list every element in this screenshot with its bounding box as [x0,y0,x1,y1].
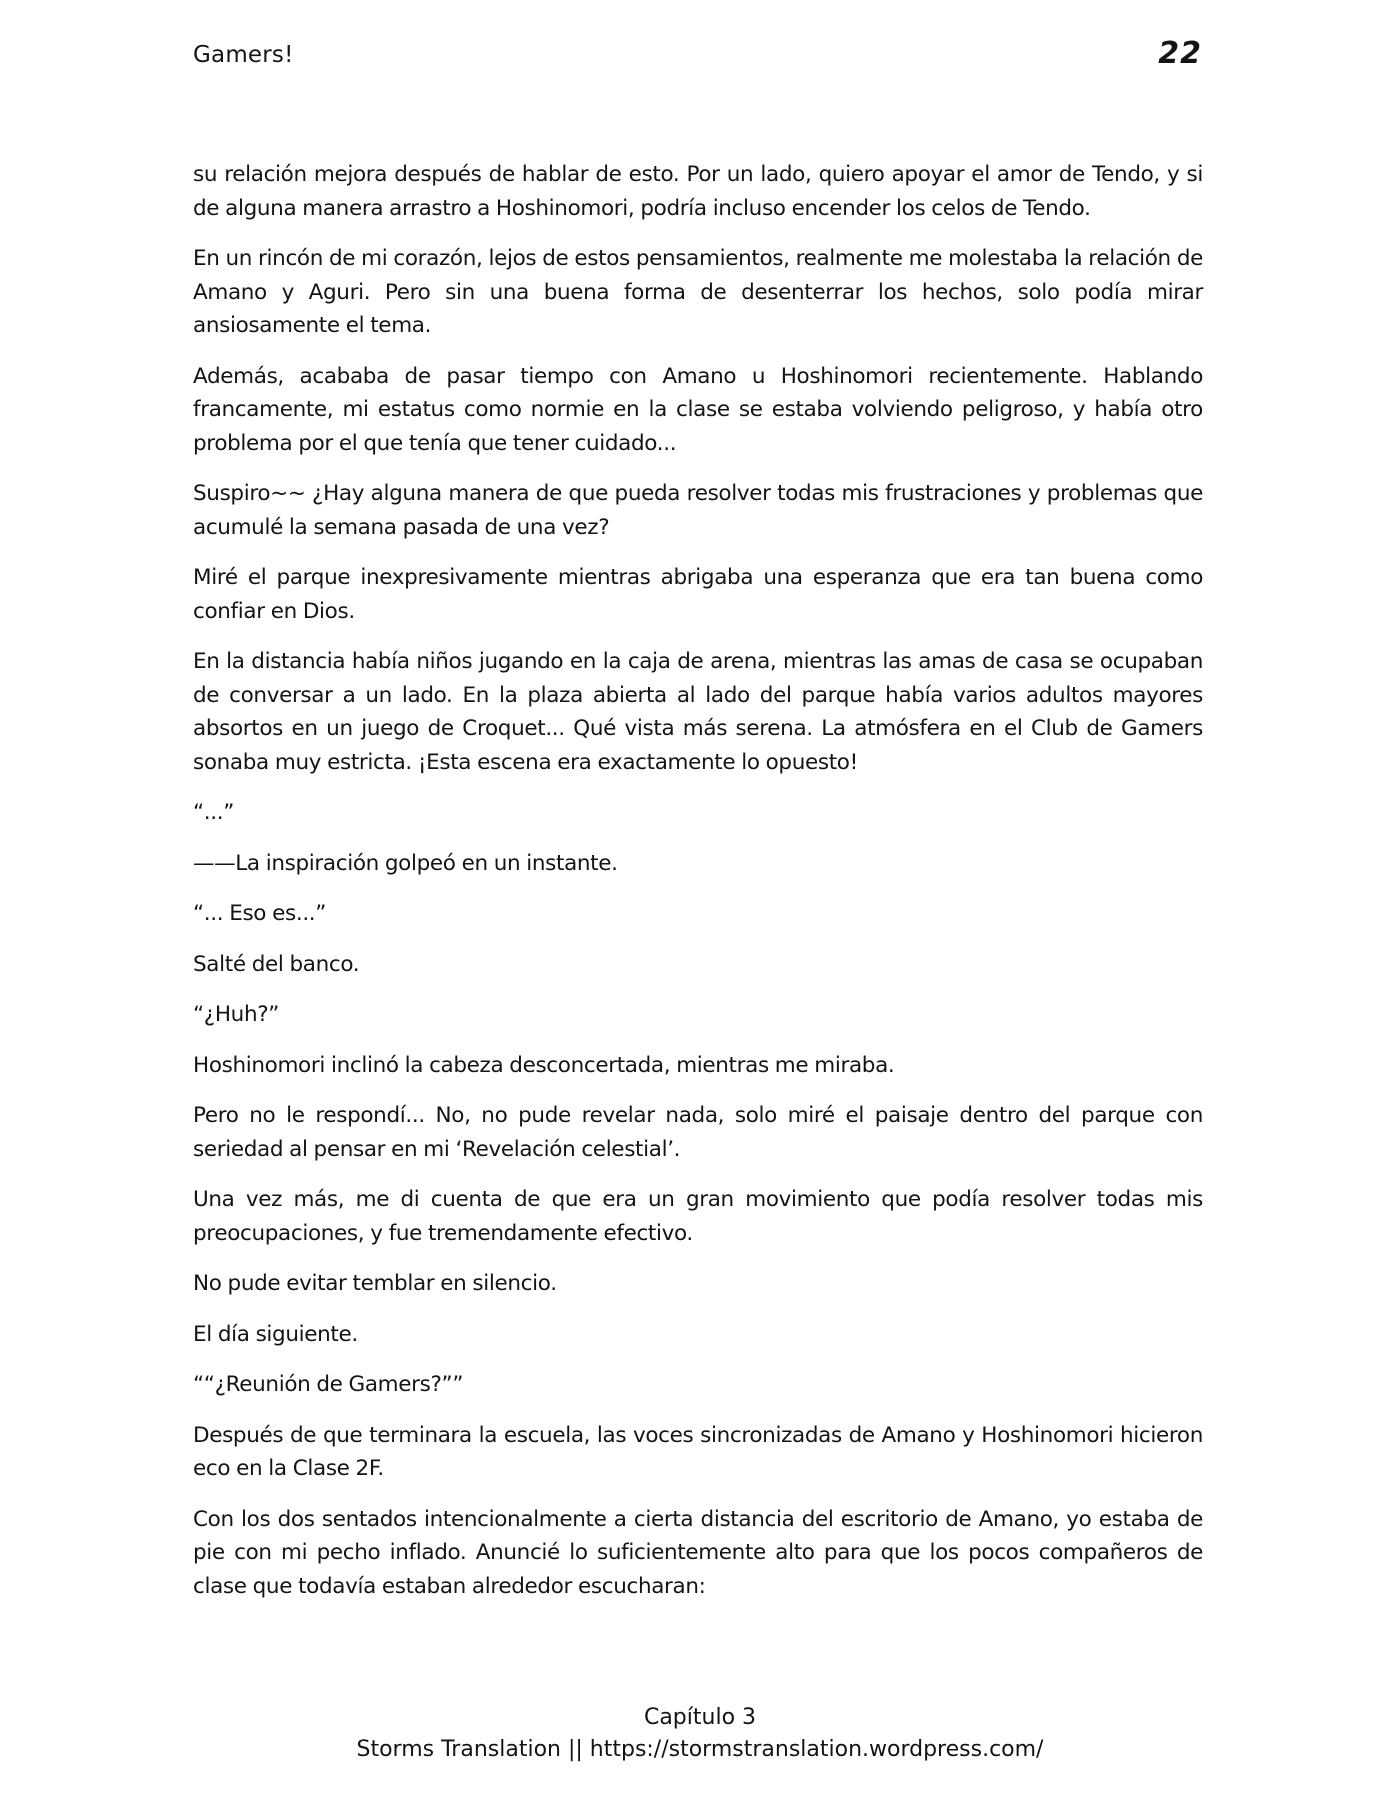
paragraph: Miré el parque inexpresivamente mientras abrigaba una esperanza que era tan buena como confiar en Dios. [193,565,1203,624]
paragraph: Con los dos sentados intencionalmente a cierta distancia del escritorio de Amano, yo estaba de pie con mi pecho inflado. Anuncié lo suficientemente alto para que los pocos compañeros de clase que todavía estaban alrededor escucharan: [193,1506,1203,1599]
page-number: 22 [1158,36,1202,71]
paragraph: Suspiro~~ ¿Hay alguna manera de que pueda resolver todas mis frustraciones y problemas que acumulé la semana pasada de una vez? [193,481,1203,540]
running-title: Gamers! [193,42,294,68]
paragraph: “¿Huh?” [193,1002,280,1027]
paragraph: “...” [193,800,235,825]
paragraph: En la distancia había niños jugando en la caja de arena, mientras las amas de casa se ocupaban de conversar a un lado. En la plaza abierta al lado del parque había varios adultos mayores absortos en un juego de Croquet... Qué vista más serena. La atmósfera en el Club de Gamers sonaba muy estricta. ¡Esta escena era exactamente lo opuesto! [193,649,1203,775]
paragraph: Pero no le respondí... No, no pude revelar nada, solo miré el paisaje dentro del parque con seriedad al pensar en mi ‘Revelación celestial’. [193,1103,1203,1162]
paragraph: “... Eso es...” [193,901,327,926]
paragraph: Después de que terminara la escuela, las voces sincronizadas de Amano y Hoshinomori hicieron eco en la Clase 2F. [193,1422,1203,1481]
body-text [193,158,1203,1620]
footer-credit: Storms Translation || https://stormstranslation.wordpress.com/ [356,1737,1044,1762]
paragraph: ——La inspiración golpeó en un instante. [193,850,618,876]
paragraph: Salté del banco. [193,951,360,977]
paragraph: El día siguiente. [193,1321,358,1347]
paragraph: Hoshinomori inclinó la cabeza desconcertada, mientras me miraba. [193,1052,895,1078]
paragraph: ““¿Reunión de Gamers?”” [193,1372,464,1397]
footer-chapter: Capítulo 3 [643,1705,757,1730]
page-footer [0,1702,1400,1766]
paragraph: No pude evitar temblar en silencio. [193,1271,557,1296]
paragraph: Una vez más, me di cuenta de que era un gran movimiento que podía resolver todas mis preocupaciones, y fue tremendamente efectivo. [193,1187,1203,1246]
paragraph: su relación mejora después de hablar de esto. Por un lado, quiero apoyar el amor de Tendo, y si de alguna manera arrastro a Hoshinomori, podría incluso encender los celos de Tendo. [193,162,1203,221]
paragraph: Además, acababa de pasar tiempo con Amano u Hoshinomori recientemente. Hablando francamente, mi estatus como normie en la clase se estaba volviendo peligroso, y había otro problema por el que tenía que tener cuidado... [193,363,1203,456]
paragraph: En un rincón de mi corazón, lejos de estos pensamientos, realmente me molestaba la relación de Amano y Aguri. Pero sin una buena forma de desenterrar los hechos, solo podía mirar ansiosamente el tema. [193,246,1203,338]
